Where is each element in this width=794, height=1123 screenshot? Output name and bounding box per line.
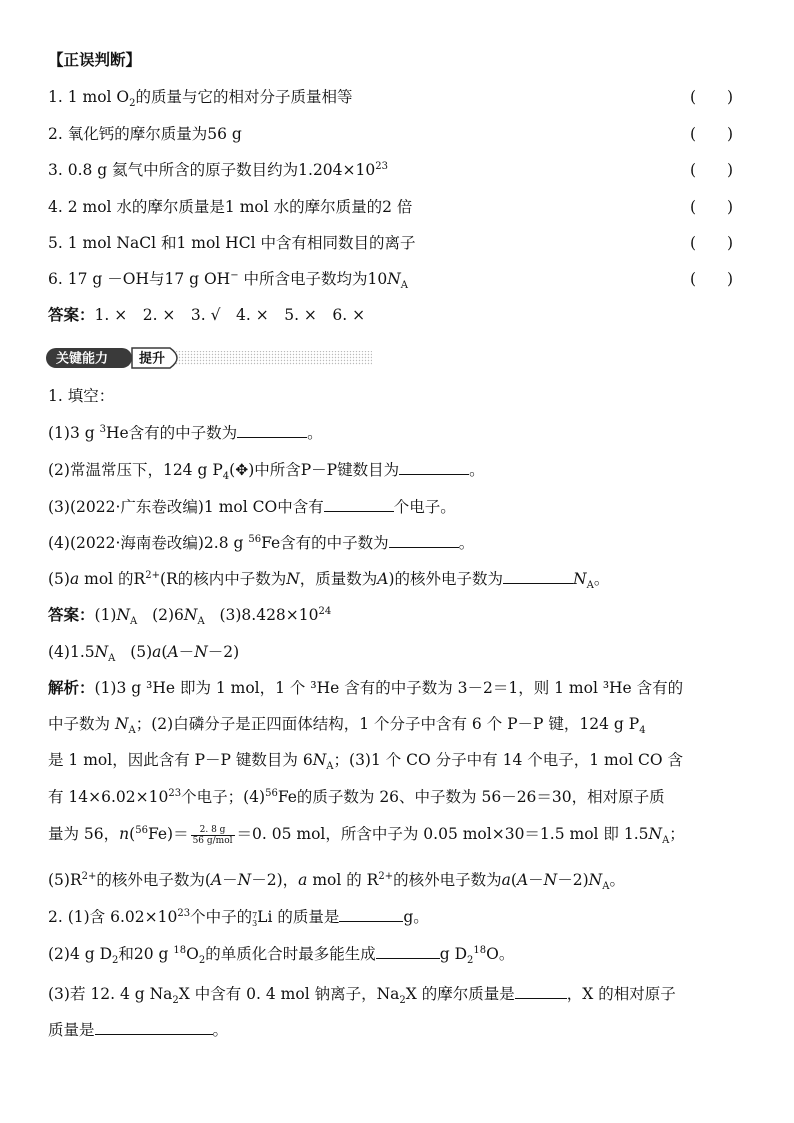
answer-paren-1[interactable]: ( ) — [690, 88, 734, 106]
judge-item-5: 5. 1 mol NaCl 和1 mol HCl 中含有相同数目的离子 — [48, 234, 416, 252]
blank-q2-1[interactable] — [339, 907, 403, 922]
blank-q1-2[interactable] — [399, 460, 469, 475]
banner-left-text: 关键能力 — [56, 351, 109, 367]
section-title: 【正误判断】 — [48, 51, 142, 69]
judge-item-4: 4. 2 mol 水的摩尔质量是1 mol 水的摩尔质量的2 倍 — [48, 198, 413, 216]
li-isotope-notation: 7 3 — [252, 911, 258, 928]
judge-item-6: 6. 17 g －OH与17 g OH− 中所含电子数均为$10N_A$ — [48, 269, 409, 292]
blank-q1-5[interactable] — [503, 569, 573, 584]
q2-part3: (3)若 12. 4 g $Na_2X$ 中含有 0. 4 mol 钠离子，$Na_2X$ 的摩尔质量是 ，X 的相对原子 — [48, 985, 676, 1007]
blank-q2-3a[interactable] — [515, 984, 567, 999]
q1-part5: (5)a mol 的$R^{2+}(R$的核内中子数为N，质量数为A)的核外电子数为 $N_A$。 — [48, 569, 610, 592]
judge-item-1: 1. 1 mol $O_2$的质量与它的相对分子质量相等 — [48, 88, 353, 110]
fraction: $\frac{2. 8 g}{\text{56 g/mol}}$ — [192, 824, 233, 846]
q1-explanation-line4: 有 $14\times 6.02\times 10^{23}$个电子；$(4)^{56}Fe$的质子数为 26、中子数为 56－26＝30，相对原子质 — [48, 787, 665, 806]
q1-explanation-line5: 量为 56，n($^{56}$Fe)＝ $\frac{2. 8 g}{\text{56 g/mol}}$ ＝0. 05 mol，所含中子为 0.05 mol×30＝1.5 mol 即 $1.5N_A$； — [48, 824, 685, 847]
q1-part3: (3)(2022·广东卷改编)1 mol CO中含有 个电子。 — [48, 498, 456, 516]
q1-explanation-line3: 是 1 mol，因此含有 P－P 键数目为 $6N_A$；(3)1 个 CO 分子中有 14 个电子，1 mol CO 含 — [48, 751, 683, 773]
q1-answer-line2: $(4)1.5N_A$ (5)a(A－N－2) — [48, 643, 240, 665]
q2-part3-cont: 质量是 。 — [48, 1021, 229, 1039]
answer-paren-4[interactable]: ( ) — [690, 198, 734, 216]
blank-q1-1[interactable] — [237, 423, 307, 438]
answer-paren-3[interactable]: ( ) — [690, 161, 734, 179]
q2-part2: (2)4 g $D_2$和20 g $^{18}O_2$的单质化合时最多能生成 g $D_2^{18}O$。 — [48, 944, 515, 967]
blank-q1-3[interactable] — [324, 497, 394, 512]
q1-explanation-line2: 中子数为 $N_A$；(2)白磷分子是正四面体结构，1 个分子中含有 6 个 P－P 键，124 g $P_4$ — [48, 715, 646, 737]
answer-paren-2[interactable]: ( ) — [690, 125, 734, 143]
answer-line: 答案：1. × 2. × 3. √ 4. × 5. × 6. × — [48, 306, 366, 324]
q1-explanation-line1: 解析：(1)3 g ³He 即为 1 mol，1 个 ³He 含有的中子数为 3－2＝1，则 1 mol ³He 含有的 — [48, 679, 684, 697]
q2-part1: 2. (1)含 $6.02\times 10^{23}$个中子的 7 3 Li 的质量是 g。 — [48, 907, 429, 928]
judge-item-3: 3. 0.8 g 氦气中所含的原子数目约为$1.204\times 10^{23}$ — [48, 160, 388, 179]
answer-paren-5[interactable]: ( ) — [690, 234, 734, 252]
key-ability-banner — [46, 347, 372, 369]
blank-q2-2[interactable] — [376, 944, 440, 959]
q1-explanation-line6: $(5)R^{2+}$的核外电子数为(A－N－2)，a mol 的 $R^{2+}$的核外电子数为$a(A-N-2)N_A$。 — [48, 870, 625, 893]
banner-right-text: 提升 — [139, 351, 166, 367]
q1-part1: (1)3 g $^3$He含有的中子数为 。 — [48, 423, 323, 442]
p4-molecule-icon: ✥ — [235, 461, 249, 479]
q1-part4: (4)(2022·海南卷改编)2.8 g $^{56}$Fe含有的中子数为 。 — [48, 533, 475, 552]
blank-q2-3b[interactable] — [95, 1020, 213, 1035]
answer-paren-6[interactable]: ( ) — [690, 270, 734, 288]
q1-answer-line1: 答案：$(1)N_A$ $(2)6N_A$ $(3)8.428\times 10^{24}$ — [48, 605, 332, 628]
q1-part2: (2)常温常压下，124 g $P_4(✥)$中所含P－P键数目为 。 — [48, 461, 485, 483]
blank-q1-4[interactable] — [389, 533, 459, 548]
judge-item-2: 2. 氧化钙的摩尔质量为56 g — [48, 125, 242, 143]
q1-title: 1. 填空： — [48, 387, 115, 405]
